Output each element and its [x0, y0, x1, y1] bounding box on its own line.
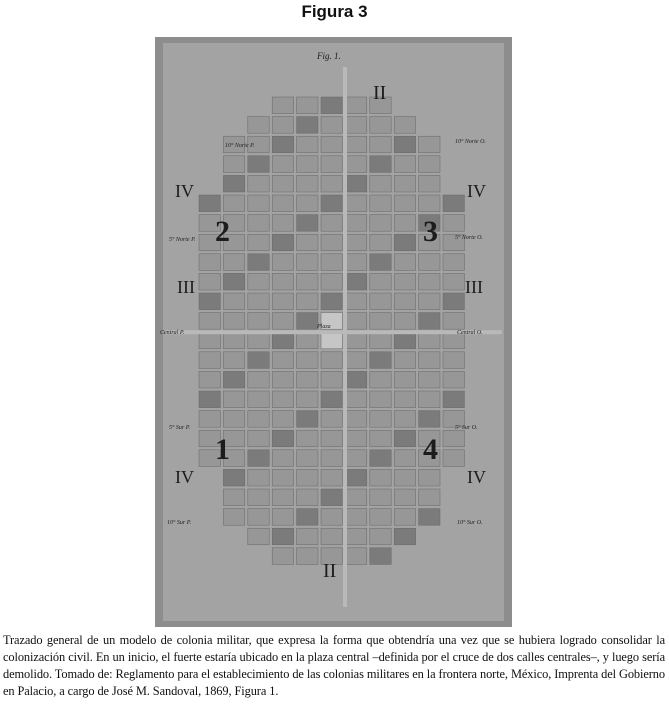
city-block	[272, 234, 293, 251]
city-block	[223, 509, 244, 526]
sector-numeral-bottom: II	[323, 560, 337, 582]
city-block	[345, 313, 366, 330]
city-block	[443, 430, 464, 447]
city-block	[223, 469, 244, 486]
street-label-north10: 10° Norte P.	[225, 143, 255, 149]
city-block	[297, 156, 318, 173]
colony-plan-image	[155, 37, 512, 627]
city-block	[297, 528, 318, 545]
city-block	[345, 293, 366, 310]
city-block	[297, 332, 318, 349]
city-block	[370, 489, 391, 506]
city-block	[223, 175, 244, 192]
central-street-vertical	[343, 67, 347, 607]
city-block	[321, 156, 342, 173]
city-block	[321, 391, 342, 408]
city-block	[248, 391, 269, 408]
city-block	[394, 156, 415, 173]
city-block	[321, 215, 342, 232]
city-block	[321, 117, 342, 134]
city-block	[394, 175, 415, 192]
sector-numeral-top-left: IV	[175, 181, 194, 201]
city-block	[370, 313, 391, 330]
city-block	[297, 234, 318, 251]
city-block	[370, 175, 391, 192]
city-block	[297, 215, 318, 232]
city-block	[321, 273, 342, 290]
city-block	[345, 273, 366, 290]
city-block	[443, 215, 464, 232]
city-block	[297, 254, 318, 271]
street-label-south10: 10° Sur P.	[167, 520, 192, 526]
city-block	[297, 293, 318, 310]
city-block	[248, 273, 269, 290]
city-block	[321, 97, 342, 114]
city-block	[345, 175, 366, 192]
city-block	[297, 469, 318, 486]
city-block	[321, 234, 342, 251]
city-block	[419, 293, 440, 310]
city-block	[394, 273, 415, 290]
city-block	[370, 117, 391, 134]
city-block	[272, 509, 293, 526]
city-block	[272, 156, 293, 173]
city-block	[248, 450, 269, 467]
city-block	[394, 293, 415, 310]
city-block	[345, 117, 366, 134]
city-block	[394, 469, 415, 486]
city-block	[370, 411, 391, 428]
city-block	[370, 293, 391, 310]
city-block	[370, 352, 391, 369]
city-block	[419, 195, 440, 212]
city-block	[248, 469, 269, 486]
sector-numeral-left: III	[177, 277, 195, 297]
city-block	[248, 175, 269, 192]
city-block	[321, 450, 342, 467]
city-block	[419, 391, 440, 408]
city-block	[248, 352, 269, 369]
city-block	[345, 450, 366, 467]
city-block	[199, 371, 220, 388]
city-block	[443, 371, 464, 388]
city-block	[272, 469, 293, 486]
city-block	[345, 371, 366, 388]
city-block	[321, 489, 342, 506]
city-block	[272, 450, 293, 467]
city-block	[248, 156, 269, 173]
city-block	[419, 469, 440, 486]
city-block	[272, 391, 293, 408]
city-block	[297, 489, 318, 506]
city-block	[297, 371, 318, 388]
city-block	[321, 509, 342, 526]
city-block	[248, 293, 269, 310]
city-block	[370, 136, 391, 153]
city-block	[345, 391, 366, 408]
city-block	[321, 254, 342, 271]
city-block	[248, 411, 269, 428]
city-block	[321, 371, 342, 388]
city-block	[370, 371, 391, 388]
city-block	[419, 175, 440, 192]
figure-plate-label: Fig. 1.	[317, 51, 341, 61]
city-block	[223, 411, 244, 428]
city-block	[272, 411, 293, 428]
city-block	[419, 509, 440, 526]
street-label-north10-east: 10° Norte O.	[455, 139, 486, 145]
city-block	[370, 450, 391, 467]
city-block	[272, 371, 293, 388]
street-label-south10-east: 10° Sur O.	[457, 520, 483, 526]
city-block	[394, 254, 415, 271]
city-block	[345, 254, 366, 271]
city-block	[345, 215, 366, 232]
plaza-block	[321, 332, 342, 349]
city-block	[199, 273, 220, 290]
quadrant-numeral-1: 1	[215, 433, 230, 466]
sector-numeral-top: II	[373, 82, 387, 104]
city-block	[297, 117, 318, 134]
city-block	[297, 548, 318, 565]
city-block	[248, 254, 269, 271]
city-block	[370, 548, 391, 565]
city-block	[443, 195, 464, 212]
city-block	[419, 156, 440, 173]
city-block	[345, 548, 366, 565]
city-block	[345, 136, 366, 153]
street-label-south5-east: 5° Sur O.	[455, 425, 478, 431]
city-block	[321, 352, 342, 369]
city-block	[199, 332, 220, 349]
city-block	[394, 136, 415, 153]
city-block	[394, 450, 415, 467]
city-block	[297, 450, 318, 467]
city-block	[419, 313, 440, 330]
city-block	[370, 509, 391, 526]
central-street-horizontal	[165, 330, 502, 334]
street-label-north5-east: 5° Norte O.	[455, 235, 483, 241]
city-block	[443, 293, 464, 310]
city-block	[223, 156, 244, 173]
city-block	[321, 136, 342, 153]
city-block	[199, 391, 220, 408]
city-block	[370, 430, 391, 447]
city-block	[248, 489, 269, 506]
city-block	[223, 195, 244, 212]
city-block	[419, 254, 440, 271]
city-block	[297, 195, 318, 212]
city-block	[223, 352, 244, 369]
city-block	[370, 234, 391, 251]
city-block	[321, 430, 342, 447]
city-block	[321, 195, 342, 212]
city-block	[419, 411, 440, 428]
city-block	[297, 430, 318, 447]
city-block	[345, 489, 366, 506]
city-block	[370, 528, 391, 545]
city-block	[370, 391, 391, 408]
city-block	[199, 254, 220, 271]
city-block	[443, 352, 464, 369]
city-block	[345, 528, 366, 545]
city-block	[345, 430, 366, 447]
city-block	[272, 430, 293, 447]
city-block	[394, 411, 415, 428]
sector-numeral-bottom-left: IV	[175, 467, 194, 487]
city-block	[223, 273, 244, 290]
city-block	[394, 430, 415, 447]
city-block	[272, 273, 293, 290]
city-block	[370, 215, 391, 232]
city-block	[248, 215, 269, 232]
city-block	[272, 293, 293, 310]
city-block	[297, 411, 318, 428]
city-block	[272, 352, 293, 369]
city-block	[419, 352, 440, 369]
quadrant-numeral-3: 3	[423, 215, 438, 248]
city-block	[394, 352, 415, 369]
city-block	[394, 528, 415, 545]
city-block	[321, 293, 342, 310]
city-block	[419, 489, 440, 506]
city-block	[199, 293, 220, 310]
city-block	[199, 352, 220, 369]
city-block	[443, 391, 464, 408]
city-block	[345, 332, 366, 349]
city-block	[370, 254, 391, 271]
city-block	[321, 175, 342, 192]
city-block	[297, 136, 318, 153]
city-block	[248, 234, 269, 251]
city-block	[272, 117, 293, 134]
city-block	[370, 195, 391, 212]
sector-numeral-right: III	[465, 277, 483, 297]
plaza-label: Plaza	[317, 324, 331, 330]
city-block	[394, 234, 415, 251]
city-block	[223, 391, 244, 408]
city-block	[345, 469, 366, 486]
city-block	[370, 156, 391, 173]
city-block	[370, 469, 391, 486]
city-block	[394, 509, 415, 526]
figure-title: Figura 3	[301, 2, 368, 21]
city-block	[394, 489, 415, 506]
city-block	[394, 371, 415, 388]
city-block	[419, 273, 440, 290]
city-block	[345, 234, 366, 251]
city-block	[272, 548, 293, 565]
city-block	[394, 332, 415, 349]
city-block	[345, 352, 366, 369]
figure-caption: Trazado general de un modelo de colonia militar, que expresa la forma que obtendría una vez que se hubiera logrado consolidar la colonización civil. En un inicio, el fuerte estaría ubicado en la plaza central –definida por el cruce de dos calles centrales–, y luego sería demolido. Tomado de: Reglamento para el establecimiento de las colonias militares en la frontera norte, México, Imprenta del Gobierno en Palacio, a cargo de José M. Sandoval, 1869, Figura 1.	[3, 633, 665, 698]
city-block	[199, 411, 220, 428]
city-block	[321, 411, 342, 428]
street-label-central-west: Central P.	[160, 330, 185, 336]
city-block	[272, 528, 293, 545]
city-block	[248, 528, 269, 545]
city-block	[345, 156, 366, 173]
city-block	[199, 195, 220, 212]
city-block	[321, 528, 342, 545]
city-block	[272, 332, 293, 349]
city-block	[345, 195, 366, 212]
city-block	[394, 391, 415, 408]
sector-numeral-top-right: IV	[467, 181, 486, 201]
city-block	[223, 489, 244, 506]
city-block	[297, 97, 318, 114]
city-block	[223, 332, 244, 349]
city-block	[248, 509, 269, 526]
city-block	[443, 254, 464, 271]
city-block	[370, 273, 391, 290]
city-block	[345, 97, 366, 114]
city-block	[248, 313, 269, 330]
sector-numeral-bottom-right: IV	[467, 467, 486, 487]
city-block	[248, 332, 269, 349]
city-block	[199, 313, 220, 330]
city-block	[297, 352, 318, 369]
city-block	[321, 469, 342, 486]
city-block	[272, 313, 293, 330]
city-block	[394, 117, 415, 134]
city-block	[248, 117, 269, 134]
city-block	[272, 215, 293, 232]
city-block	[394, 195, 415, 212]
city-block	[297, 509, 318, 526]
city-block	[419, 371, 440, 388]
city-block	[223, 293, 244, 310]
city-block	[394, 313, 415, 330]
city-block	[419, 136, 440, 153]
city-block	[345, 509, 366, 526]
city-block	[443, 273, 464, 290]
city-block	[297, 175, 318, 192]
city-block	[248, 430, 269, 447]
city-block	[272, 136, 293, 153]
city-block	[248, 195, 269, 212]
city-block	[443, 450, 464, 467]
quadrant-numeral-2: 2	[215, 215, 230, 248]
city-block	[272, 195, 293, 212]
street-label-south5: 5° Sur P.	[169, 425, 191, 431]
city-block	[272, 175, 293, 192]
city-block	[370, 332, 391, 349]
colony-plan-drawing	[155, 37, 512, 627]
city-block	[223, 254, 244, 271]
city-block	[272, 97, 293, 114]
city-block	[223, 371, 244, 388]
street-label-central-east: Central O.	[457, 330, 483, 336]
city-block	[419, 332, 440, 349]
city-block	[297, 273, 318, 290]
city-block	[345, 411, 366, 428]
city-block	[297, 313, 318, 330]
city-block	[297, 391, 318, 408]
city-block	[272, 489, 293, 506]
city-block	[272, 254, 293, 271]
city-block	[394, 215, 415, 232]
city-block	[248, 371, 269, 388]
quadrant-numeral-4: 4	[423, 433, 438, 466]
city-block	[223, 313, 244, 330]
city-block	[443, 313, 464, 330]
street-label-north5: 5° Norte P.	[169, 237, 196, 243]
